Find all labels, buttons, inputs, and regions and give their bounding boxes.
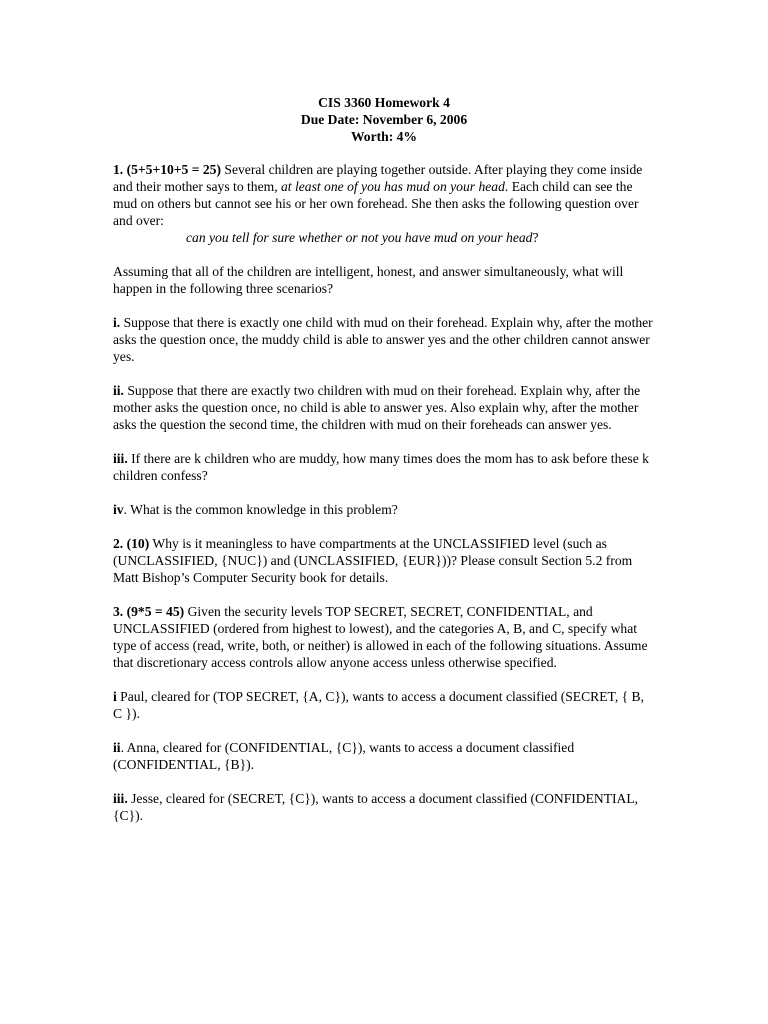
- q3-part-i-text: Paul, cleared for (TOP SECRET, {A, C}), wants to access a document classified (SECRET, { B, C }).: [113, 689, 645, 721]
- q2: [113, 535, 653, 586]
- q3-part-iii-label: iii.: [113, 791, 128, 806]
- content: [113, 161, 653, 841]
- q1-intro-italic: at least one of you has mud on your head: [281, 179, 505, 194]
- q1-question-end: ?: [532, 230, 539, 245]
- q1-part-i: [113, 314, 653, 365]
- q1-part-iv: [113, 501, 653, 518]
- q1-assuming: Assuming that all of the children are intelligent, honest, and answer simultaneously, what will happen in the following three scenarios?: [113, 264, 624, 296]
- q1-part-iv-label: iv: [113, 502, 124, 517]
- q1-question-italic: can you tell for sure whether or not you have mud on your head: [186, 230, 533, 245]
- q1-part-iii: [113, 450, 653, 484]
- q1-part-i-text: Suppose that there is exactly one child with mud on their forehead. Explain why, after the mother asks the question once, the muddy child is able to answer yes and the other children cannot answer yes.: [113, 315, 653, 364]
- q2-text: Why is it meaningless to have compartments at the UNCLASSIFIED level (such as (UNCLASSIFIED, {NUC}) and (UNCLASSIFIED, {EUR}))? Please consult Section 5.2 from Matt Bishop’s Computer Security book for details.: [113, 536, 633, 585]
- q1-part-i-label: i.: [113, 315, 121, 330]
- due-date: Due Date: November 6, 2006: [300, 112, 468, 127]
- q1-part-ii: [113, 382, 653, 433]
- q1-part-iii-text: If there are k children who are muddy, how many times does the mom has to ask before these k children confess?: [113, 451, 649, 483]
- q3-part-ii: [113, 739, 653, 773]
- header: [0, 94, 768, 145]
- q1-question: [113, 230, 539, 245]
- q3-part-iii: [113, 790, 653, 824]
- q3-part-ii-label: ii: [113, 740, 121, 755]
- q1-part-iii-label: iii.: [113, 451, 128, 466]
- q1-intro: [113, 161, 653, 246]
- q1-part-ii-text: Suppose that there are exactly two children with mud on their forehead. Explain why, after the mother asks the question once, no child is able to answer yes. Also explain why, after the mother asks the question the second time, the children with mud on their foreheads can answer yes.: [113, 383, 641, 432]
- q3-part-i-label: i: [113, 689, 117, 704]
- q1-intro-text-a: Several children are playing together outside. After playing they come inside and their mother says to them,: [113, 162, 643, 194]
- q1-label: 1. (5+5+10+5 = 25): [113, 162, 222, 177]
- q3: [113, 603, 653, 671]
- q3-text: Given the security levels TOP SECRET, SECRET, CONFIDENTIAL, and UNCLASSIFIED (ordered from highest to lowest), and the categories A, B, and C, specify what type of access (read, write, both, or neither) is allowed in each of the following situations. Assume that discretionary access controls allow anyone access unless otherwise specified.: [113, 604, 648, 670]
- q1-intro-text-b: . Each child can see the mud on others but cannot see his or her own forehead. She then asks the following question over and over:: [113, 179, 639, 228]
- q3-part-i: [113, 688, 653, 722]
- q3-part-ii-text: . Anna, cleared for (CONFIDENTIAL, {C}), wants to access a document classified (CONFIDENTIAL, {B}).: [113, 740, 575, 772]
- q1-part-ii-label: ii.: [113, 383, 124, 398]
- q3-label: 3. (9*5 = 45): [113, 604, 185, 619]
- q3-part-iii-text: Jesse, cleared for (SECRET, {C}), wants to access a document classified (CONFIDENTIAL, {C}).: [113, 791, 639, 823]
- q1-part-iv-text: . What is the common knowledge in this problem?: [123, 502, 398, 517]
- q2-label: 2. (10): [113, 536, 150, 551]
- course-title: CIS 3360 Homework 4: [318, 95, 450, 110]
- worth: Worth: 4%: [350, 129, 418, 144]
